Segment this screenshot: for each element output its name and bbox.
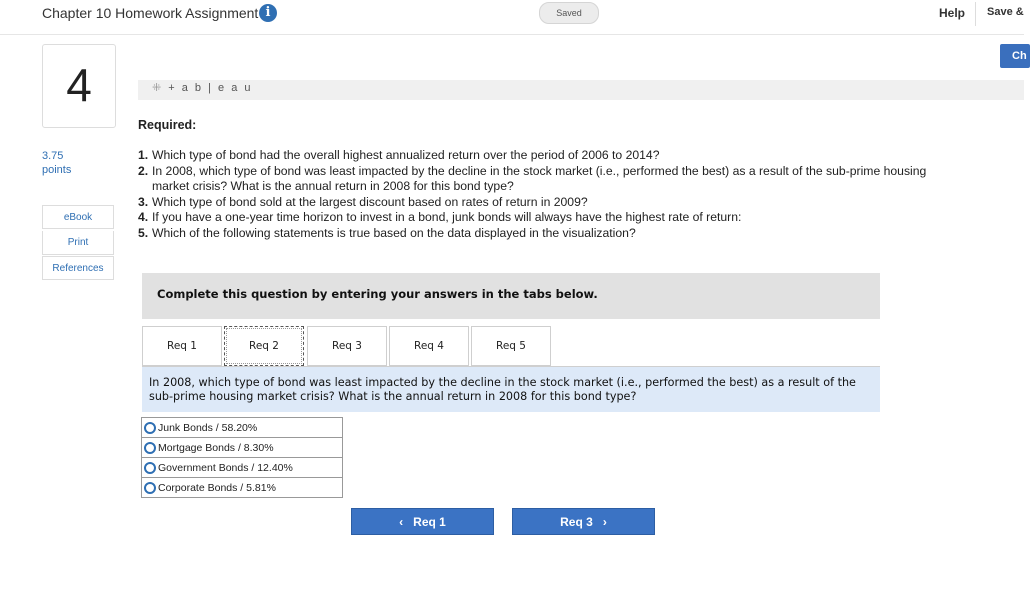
tableau-cross-icon: ⁜ xyxy=(152,82,164,94)
chevron-left-icon: ‹ xyxy=(399,515,404,529)
radio-icon[interactable] xyxy=(144,442,156,454)
next-req-label: Req 3 xyxy=(560,515,593,529)
print-link[interactable]: Print xyxy=(42,231,114,255)
answer-option[interactable] xyxy=(142,458,342,478)
instruction-text: Complete this question by entering your answers in the tabs below. xyxy=(157,287,598,301)
required-list xyxy=(138,148,958,241)
tableau-logo xyxy=(152,81,253,94)
header-divider xyxy=(975,2,976,26)
chevron-right-icon: › xyxy=(602,515,607,529)
radio-icon[interactable] xyxy=(144,462,156,474)
answer-option[interactable] xyxy=(142,478,342,497)
required-heading: Required: xyxy=(138,118,197,132)
answer-option[interactable] xyxy=(142,438,342,458)
required-item: 2. In 2008, which type of bond was least impacted by the decline in the stock market (i.e., performed the best) as a result of the sub-prime housing market crisis? What is the annual return in 2008 for this bond type? xyxy=(138,163,927,193)
next-req-button[interactable] xyxy=(512,508,655,535)
references-link[interactable]: References xyxy=(42,256,114,280)
answer-option[interactable] xyxy=(142,418,342,438)
tab-req-1[interactable]: Req 1 xyxy=(142,326,222,366)
answer-options xyxy=(141,417,343,498)
tab-req-4[interactable]: Req 4 xyxy=(389,326,469,366)
save-exit-button[interactable]: Save & xyxy=(987,6,1024,18)
radio-icon[interactable] xyxy=(144,422,156,434)
help-button[interactable]: Help xyxy=(939,6,966,20)
question-text: In 2008, which type of bond was least impacted by the decline in the stock market (i.e., performed the best) as a result of the sub-prime housing market crisis? What is the annual return in 2008 for this bond type? xyxy=(149,376,856,403)
saved-status-badge: Saved xyxy=(539,2,599,24)
prev-req-label: Req 1 xyxy=(413,515,446,529)
assignment-title: Chapter 10 Homework Assignment xyxy=(42,5,259,21)
points-label: points xyxy=(42,164,72,176)
tab-req-2[interactable]: Req 2 xyxy=(224,326,304,366)
required-item: 1. Which type of bond had the overall highest annualized return over the period of 2006 to 2014? xyxy=(138,148,660,162)
points-value: 3.75 xyxy=(42,150,64,162)
question-number: 4 xyxy=(42,44,116,128)
radio-icon[interactable] xyxy=(144,482,156,494)
tab-req-5[interactable]: Req 5 xyxy=(471,326,551,366)
option-label: Mortgage Bonds / 8.30% xyxy=(158,441,274,454)
tab-req-3[interactable]: Req 3 xyxy=(307,326,387,366)
info-icon[interactable]: i xyxy=(259,4,277,22)
required-item: 5. Which of the following statements is true based on the data displayed in the visualization? xyxy=(138,225,636,240)
tableau-wordmark: + a b | e a u xyxy=(168,82,253,94)
check-my-work-button[interactable]: Ch xyxy=(1000,44,1030,68)
tableau-banner xyxy=(138,80,1024,100)
option-label: Corporate Bonds / 5.81% xyxy=(158,481,276,494)
ebook-link[interactable]: eBook xyxy=(42,205,114,229)
prev-req-button[interactable] xyxy=(351,508,494,535)
required-item: 3. Which type of bond sold at the largest discount based on rates of return in 2009? xyxy=(138,194,588,209)
required-item: 4. If you have a one-year time horizon to invest in a bond, junk bonds will always have the highest rate of return: xyxy=(138,210,742,224)
option-label: Government Bonds / 12.40% xyxy=(158,461,293,474)
option-label: Junk Bonds / 58.20% xyxy=(158,421,258,434)
